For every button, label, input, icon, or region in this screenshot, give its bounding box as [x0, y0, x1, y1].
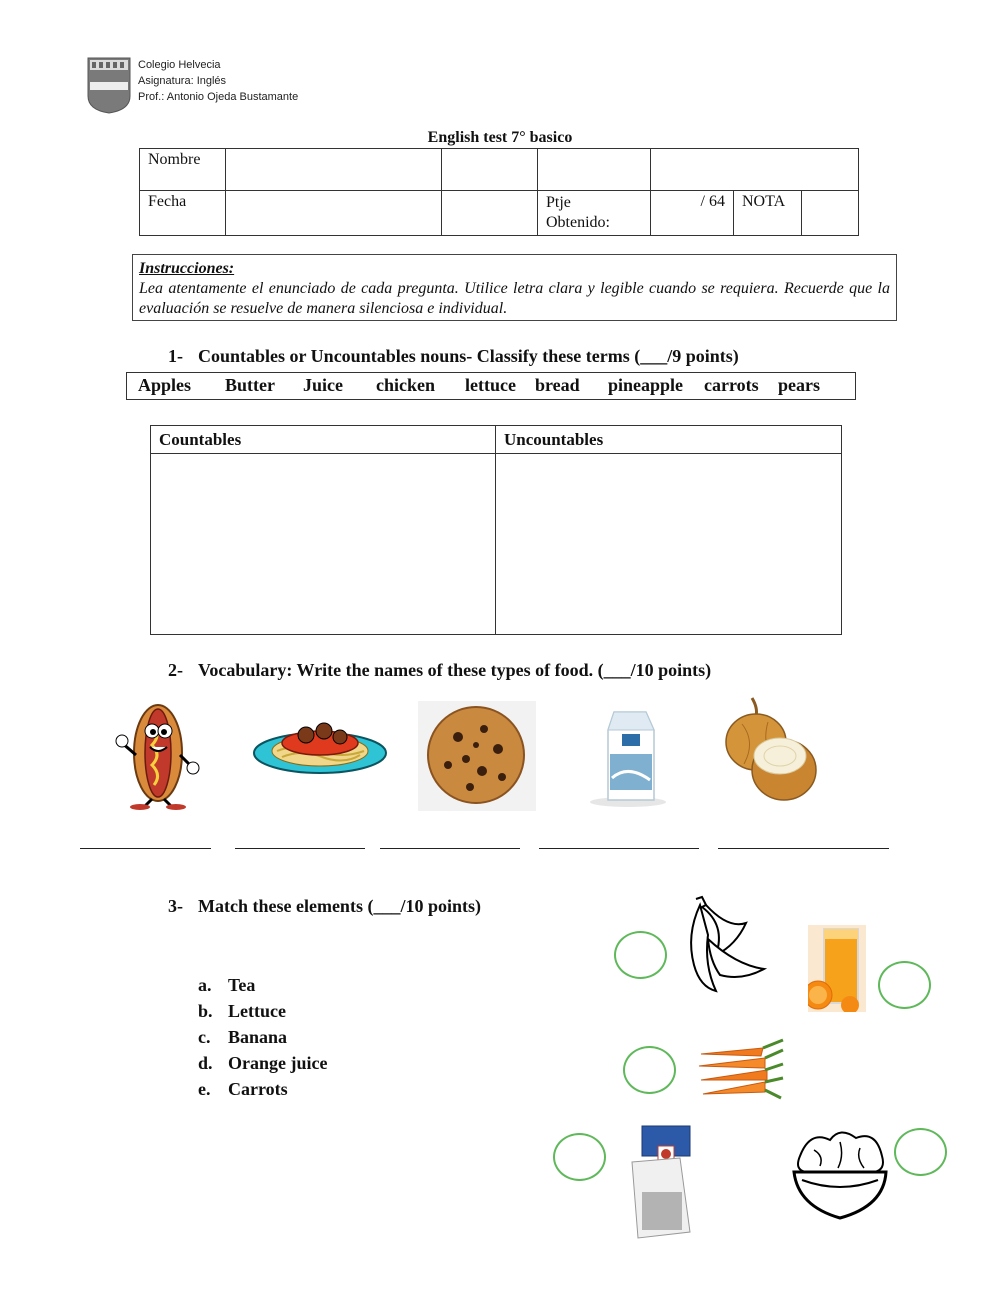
match-answer-circle[interactable]	[623, 1046, 676, 1094]
match-item	[198, 1076, 327, 1102]
vocab-answer-line[interactable]	[235, 848, 365, 849]
q2-heading	[168, 660, 711, 681]
countables-header: Countables	[151, 426, 496, 454]
classify-table	[150, 425, 842, 635]
vocab-answer-line[interactable]	[539, 848, 699, 849]
info-cell[interactable]	[442, 149, 538, 191]
teacher-name: Prof.: Antonio Ojeda Bustamante	[138, 91, 299, 103]
lettuce-bowl-image	[790, 1126, 890, 1224]
match-item	[198, 1050, 327, 1076]
match-text: Tea	[228, 975, 256, 995]
q3-number: 3-	[168, 896, 183, 916]
milk-carton-image	[588, 708, 670, 808]
match-text: Banana	[228, 1027, 288, 1047]
school-name: Colegio Helvecia	[138, 59, 221, 71]
match-letter: d.	[198, 1053, 213, 1073]
match-item	[198, 1024, 327, 1050]
q1-title: Countables or Uncountables nouns- Classify these terms (___/9 points)	[198, 346, 739, 366]
q2-title: Vocabulary: Write the names of these types of food. (___/10 points)	[198, 660, 712, 680]
match-answer-circle[interactable]	[553, 1133, 606, 1181]
match-item	[198, 998, 327, 1024]
vocab-answer-line[interactable]	[380, 848, 520, 849]
grade-label: NOTA	[734, 191, 802, 236]
q3-title: Match these elements (___/10 points)	[198, 896, 481, 916]
word-item: bread	[535, 375, 580, 395]
cookie-image	[418, 701, 536, 811]
match-text: Orange juice	[228, 1053, 328, 1073]
tea-bags-image	[624, 1122, 696, 1240]
word-item: Apples	[138, 375, 192, 395]
match-text: Carrots	[228, 1079, 288, 1099]
subject-name: Asignatura: Inglés	[138, 75, 227, 87]
uncountables-header: Uncountables	[496, 426, 842, 454]
info-cell[interactable]	[538, 149, 651, 191]
q1-number: 1-	[168, 346, 183, 366]
info-cell[interactable]	[651, 149, 859, 191]
match-letter: e.	[198, 1079, 211, 1099]
match-list	[198, 972, 327, 1102]
carrots-image	[697, 1038, 785, 1104]
match-item	[198, 972, 327, 998]
instructions-title: Instrucciones:	[139, 260, 235, 277]
q3-heading	[168, 896, 481, 917]
name-label: Nombre	[140, 149, 226, 191]
spaghetti-image	[252, 715, 389, 777]
hot-dog-image	[112, 695, 204, 810]
school-logo	[86, 56, 132, 114]
info-cell[interactable]	[442, 191, 538, 236]
onion-image	[722, 694, 818, 804]
instructions-box	[132, 254, 897, 321]
score-label-line2: Obtenido:	[546, 214, 610, 231]
word-item: Butter	[225, 375, 275, 395]
word-item: pineapple	[608, 375, 684, 395]
q1-heading	[168, 346, 739, 367]
uncountables-answer-cell[interactable]	[496, 454, 842, 635]
name-field[interactable]	[226, 149, 442, 191]
vocab-answer-line[interactable]	[718, 848, 889, 849]
countables-answer-cell[interactable]	[151, 454, 496, 635]
test-title: English test 7° basico	[427, 129, 573, 146]
instructions-text: Lea atentamente el enunciado de cada pregunta. Utilice letra clara y legible cuando se requiera. Recuerde que la evaluación se resuelve de manera silenciosa e individual.	[139, 280, 890, 317]
score-total: / 64	[651, 191, 734, 236]
match-text: Lettuce	[228, 1001, 286, 1021]
match-letter: b.	[198, 1001, 213, 1021]
date-label: Fecha	[140, 191, 226, 236]
vocab-answer-line[interactable]	[80, 848, 211, 849]
banana-image	[676, 895, 768, 995]
word-item: carrots	[704, 375, 759, 395]
match-letter: a.	[198, 975, 212, 995]
grade-field[interactable]	[802, 191, 859, 236]
q2-number: 2-	[168, 660, 183, 680]
word-item: pears	[778, 375, 820, 395]
match-letter: c.	[198, 1027, 211, 1047]
word-bank	[126, 372, 856, 400]
word-item: chicken	[376, 375, 436, 395]
student-info-table	[139, 148, 859, 236]
score-label	[538, 191, 651, 236]
match-answer-circle[interactable]	[894, 1128, 947, 1176]
orange-juice-image	[808, 925, 866, 1012]
word-item: Juice	[303, 375, 343, 395]
match-answer-circle[interactable]	[878, 961, 931, 1009]
match-answer-circle[interactable]	[614, 931, 667, 979]
word-item: lettuce	[465, 375, 516, 395]
score-label-line1: Ptje	[546, 194, 571, 211]
date-field[interactable]	[226, 191, 442, 236]
